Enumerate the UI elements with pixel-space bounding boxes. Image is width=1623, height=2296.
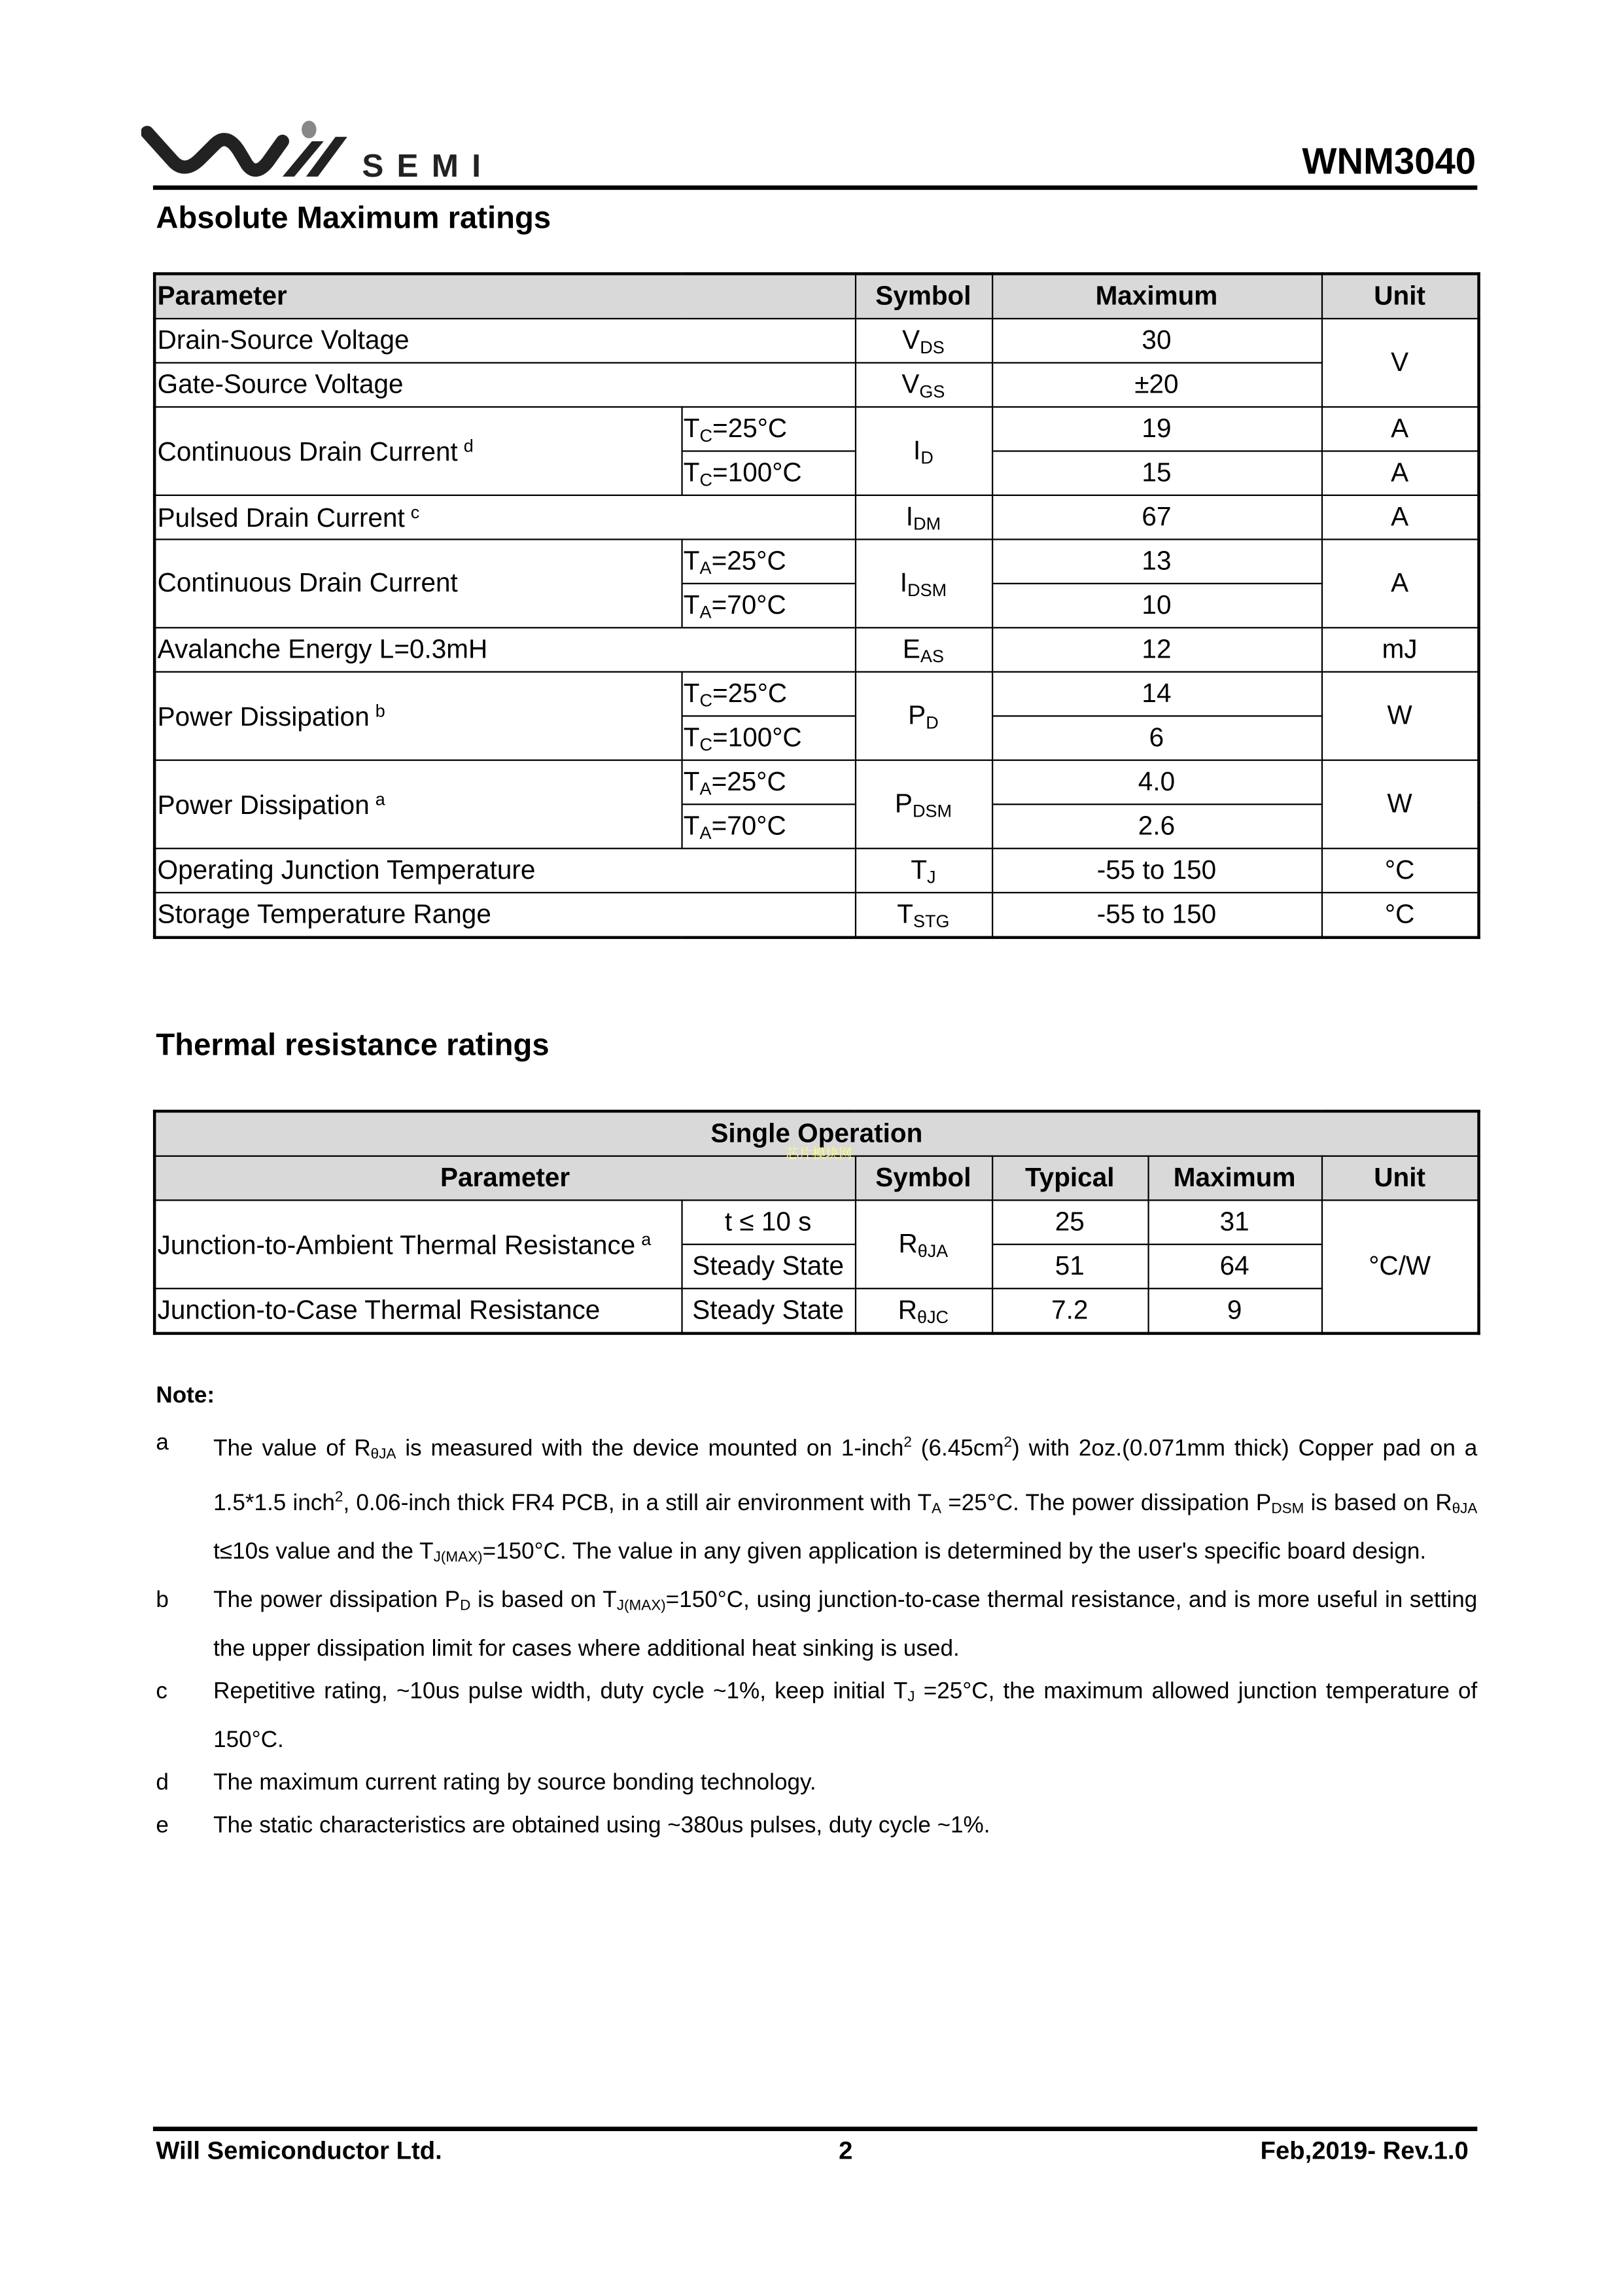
table-row — [154, 1200, 1478, 1244]
condition-cell: $T_C=25^\circ C$ — [681, 672, 854, 716]
note-label: d — [156, 1770, 169, 1796]
col-header: Parameter — [154, 274, 855, 319]
max-cell: 4.0 — [992, 760, 1321, 804]
max-cell: 67 — [992, 495, 1321, 539]
table-row — [154, 627, 1478, 671]
table-row — [154, 539, 1478, 583]
note-label: a — [156, 1430, 169, 1456]
param-cell: Pulsed Drain Current $^c$ — [154, 495, 855, 539]
header-divider — [153, 185, 1477, 190]
will-semi-logo — [141, 118, 524, 185]
condition-cell: $T_A=70^\circ C$ — [681, 584, 854, 627]
max-cell: 31 — [1147, 1200, 1321, 1244]
note-label: b — [156, 1587, 169, 1614]
note-item — [156, 1670, 1477, 1761]
group-header: Single Operation — [154, 1111, 1478, 1156]
max-cell: 30 — [992, 319, 1321, 362]
unit-cell: °C — [1321, 849, 1479, 892]
param-cell: Storage Temperature Range — [154, 892, 855, 938]
absolute-max-table — [153, 272, 1480, 939]
condition-cell: $T_C=100^\circ C$ — [681, 716, 854, 760]
note-label: e — [156, 1813, 169, 1839]
max-cell: 13 — [992, 539, 1321, 583]
note-item — [156, 1805, 1477, 1847]
table-row — [154, 1288, 1478, 1333]
col-header: Typical — [992, 1156, 1147, 1200]
condition-cell: $T_C=25^\circ C$ — [681, 407, 854, 451]
max-cell: 19 — [992, 407, 1321, 451]
max-cell: 10 — [992, 584, 1321, 627]
max-cell: 64 — [1147, 1245, 1321, 1288]
param-cell: Continuous Drain Current $^d$ — [154, 407, 681, 495]
param-cell: Junction-to-Ambient Thermal Resistance $^a$ — [154, 1200, 681, 1288]
condition-cell: $T_A=25^\circ C$ — [681, 760, 854, 804]
max-cell: 9 — [1147, 1288, 1321, 1333]
unit-cell: V — [1321, 319, 1479, 407]
watermark: 芯片模块网 — [786, 1146, 852, 1161]
unit-cell: °C — [1321, 892, 1479, 938]
table-row — [154, 672, 1478, 716]
unit-cell: mJ — [1321, 627, 1479, 671]
unit-cell: A — [1321, 407, 1479, 451]
param-cell: Power Dissipation $^b$ — [154, 672, 681, 760]
notes-title: Note: — [156, 1383, 215, 1409]
symbol-cell: $V_{GS}$ — [855, 362, 992, 406]
page-number: 2 — [839, 2136, 853, 2165]
footer-revision: Feb,2019- Rev.1.0 — [1260, 2136, 1469, 2165]
param-cell: Continuous Drain Current — [154, 539, 681, 627]
notes-list — [156, 1422, 1477, 1847]
col-header: Unit — [1321, 274, 1479, 319]
symbol-cell: $T_{STG}$ — [855, 892, 992, 938]
max-cell: -55 to 150 — [992, 892, 1321, 938]
typical-cell: 7.2 — [992, 1288, 1147, 1333]
note-item — [156, 1422, 1477, 1580]
section-title-absolute-max: Absolute Maximum ratings — [156, 202, 551, 236]
symbol-cell: $T_J$ — [855, 849, 992, 892]
max-cell: 15 — [992, 451, 1321, 495]
condition-cell: Steady State — [681, 1245, 854, 1288]
note-text: The power dissipation $P_D$ is based on $T_{J(MAX)}=150^\circ C$, using junction-to-case thermal resistance, and is more useful in setting the upper dissipation limit for cases where additional heat sinking is used. — [213, 1587, 1478, 1662]
col-header: Symbol — [855, 274, 992, 319]
condition-cell: $T_A=70^\circ C$ — [681, 804, 854, 848]
table-row — [154, 760, 1478, 804]
max-cell: -55 to 150 — [992, 849, 1321, 892]
notes-section — [156, 1383, 1477, 1847]
symbol-cell: $I_D$ — [855, 407, 992, 495]
section-title-thermal: Thermal resistance ratings — [156, 1029, 550, 1063]
footer-divider — [153, 2127, 1477, 2131]
unit-cell: A — [1321, 539, 1479, 627]
unit-cell: °C/W — [1321, 1200, 1479, 1333]
footer-company: Will Semiconductor Ltd. — [156, 2136, 442, 2165]
symbol-cell: $V_{DS}$ — [855, 319, 992, 362]
table-header-row — [154, 274, 1478, 319]
unit-cell: W — [1321, 760, 1479, 849]
unit-cell: W — [1321, 672, 1479, 760]
note-label: c — [156, 1679, 167, 1704]
param-cell: Drain-Source Voltage — [154, 319, 855, 362]
max-cell: 14 — [992, 672, 1321, 716]
note-item — [156, 1579, 1477, 1670]
condition-cell: $T_C=100^\circ C$ — [681, 451, 854, 495]
symbol-cell: $I_{DSM}$ — [855, 539, 992, 627]
max-cell: 6 — [992, 716, 1321, 760]
table-row — [154, 892, 1478, 938]
max-cell: ±20 — [992, 362, 1321, 406]
svg-text:SEMI: SEMI — [362, 147, 495, 184]
unit-cell: A — [1321, 451, 1479, 495]
symbol-cell: $R_{\theta JC}$ — [855, 1288, 992, 1333]
symbol-cell: $I_{DM}$ — [855, 495, 992, 539]
symbol-cell: $P_D$ — [855, 672, 992, 760]
note-text: The maximum current rating by source bonding technology. — [213, 1770, 816, 1796]
typical-cell: 25 — [992, 1200, 1147, 1244]
note-text: The static characteristics are obtained using ~380us pulses, duty cycle ~1%. — [213, 1813, 990, 1839]
max-cell: 2.6 — [992, 804, 1321, 848]
param-cell: Junction-to-Case Thermal Resistance — [154, 1288, 681, 1333]
col-header: Unit — [1321, 1156, 1479, 1200]
note-text: Repetitive rating, ~10us pulse width, duty cycle ~1%, keep initial $T_J =25^\circ C$, the maximum allowed junction temperature of 150°C. — [213, 1679, 1478, 1753]
unit-cell: A — [1321, 495, 1479, 539]
symbol-cell: $E_{AS}$ — [855, 627, 992, 671]
param-cell: Operating Junction Temperature — [154, 849, 855, 892]
typical-cell: 51 — [992, 1245, 1147, 1288]
param-cell: Power Dissipation $^a$ — [154, 760, 681, 849]
document-part-number: WNM3040 — [1302, 141, 1476, 183]
table-row — [154, 849, 1478, 892]
condition-cell: $T_A=25^\circ C$ — [681, 539, 854, 583]
symbol-cell: $P_{DSM}$ — [855, 760, 992, 849]
table-row — [154, 495, 1478, 539]
col-header: Maximum — [992, 274, 1321, 319]
condition-cell: t ≤ 10 s — [681, 1200, 854, 1244]
param-cell: Gate-Source Voltage — [154, 362, 855, 406]
param-cell: Avalanche Energy L=0.3mH — [154, 627, 855, 671]
note-item — [156, 1761, 1477, 1804]
col-header: Symbol — [855, 1156, 992, 1200]
col-header: Maximum — [1147, 1156, 1321, 1200]
col-header: Parameter — [154, 1156, 855, 1200]
max-cell: 12 — [992, 627, 1321, 671]
table-row — [154, 407, 1478, 451]
condition-cell: Steady State — [681, 1288, 854, 1333]
table-row — [154, 362, 1478, 406]
table-row — [154, 319, 1478, 362]
note-text: The value of $R_{\theta JA}$ is measured with the device mounted on 1-inch$^2$ $(6.45cm^2)$ with 2oz.(0.071mm thick) Copper pad on a 1.5*1.5 inch$^2$, 0.06-inch thick FR4 PCB, in a still air environment with $T_A =25^\circ C$. The power dissipation $P_{DSM}$ is based on $R_{\theta JA}$ t≤10s value and the $T_{J(MAX)}=150^\circ C$. The value in any given application is determined by the user's specific board design. — [213, 1435, 1478, 1566]
symbol-cell: $R_{\theta JA}$ — [855, 1200, 992, 1288]
